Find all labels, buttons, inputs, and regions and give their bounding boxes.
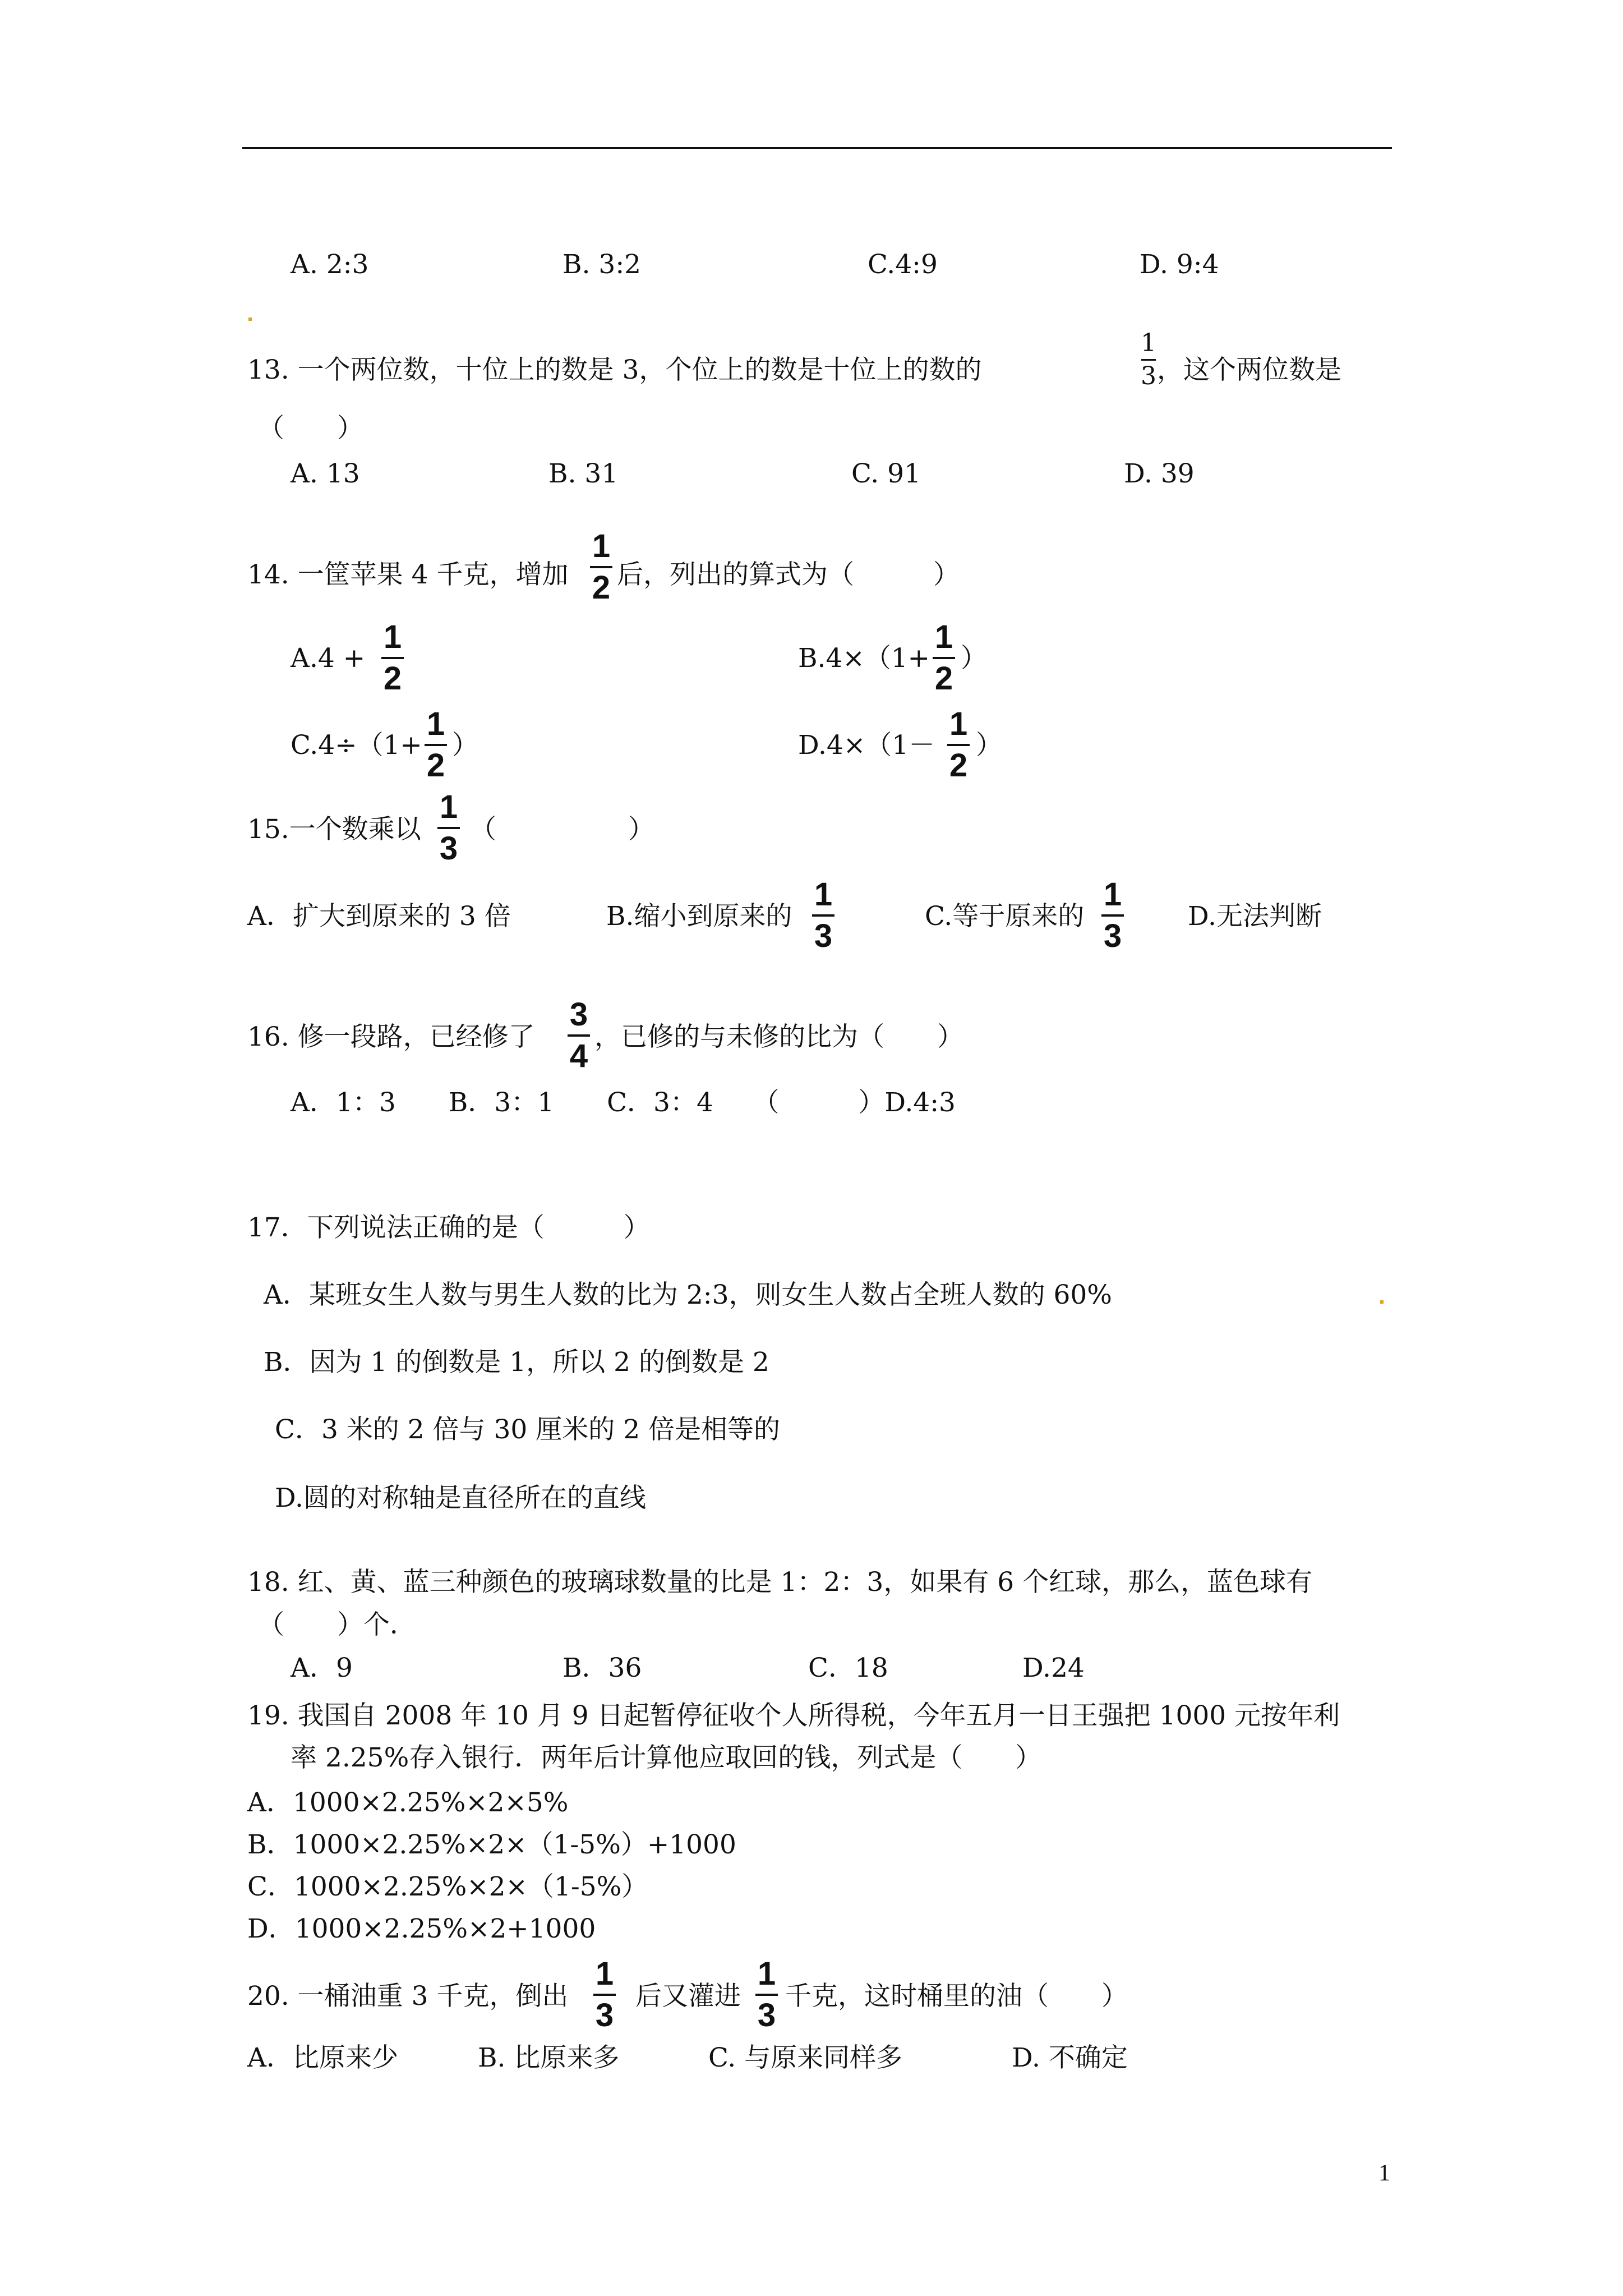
q16-stem-end: ，已修的与未修的比为（ ） <box>594 1022 963 1052</box>
scan-speck <box>248 318 252 321</box>
q18-option-d: D.24 <box>1022 1653 1085 1683</box>
q14-option-b-fraction: 1 2 <box>933 621 955 695</box>
q14-stem: 14. 一筐苹果 4 千克，增加 <box>247 559 569 590</box>
q14-option-a: A.4 + <box>291 643 366 674</box>
q20-stem: 20. 一桶油重 3 千克，倒出 <box>247 1981 569 2012</box>
q15-option-c-fraction: 1 3 <box>1101 878 1124 953</box>
q14-option-b-close: ） <box>961 643 987 674</box>
q13-stem: 13. 一个两位数，十位上的数是 3，个位上的数是十位上的数的 <box>247 355 982 385</box>
q12-option-a: A. 2:3 <box>291 249 369 280</box>
q14-stem-end: 后，列出的算式为（ ） <box>617 559 960 590</box>
q18-option-b: B．36 <box>562 1653 642 1683</box>
q13-option-a: A. 13 <box>291 458 360 489</box>
q14-fraction: 1 2 <box>590 530 612 604</box>
q13-answer-paren: （ ） <box>258 413 363 444</box>
q13-option-b: B. 31 <box>548 458 619 489</box>
q14-option-d-close: ） <box>976 730 1002 761</box>
q20-option-d: D. 不确定 <box>1012 2042 1128 2073</box>
q14-option-c-fraction: 1 2 <box>425 708 447 782</box>
q14-option-b: B.4×（1+ <box>798 643 930 674</box>
q14-option-c-close: ） <box>452 730 478 761</box>
q12-option-d: D. 9:4 <box>1140 249 1219 280</box>
q19-option-c: C．1000×2.25%×2×（1-5%） <box>247 1871 648 1902</box>
q13-option-c: C. 91 <box>851 458 921 489</box>
q15-option-b-fraction: 1 3 <box>812 878 834 953</box>
header-rule <box>242 147 1392 149</box>
q15-option-d: D.无法判断 <box>1188 901 1322 932</box>
q20-fraction-poured: 1 3 <box>593 1958 616 2032</box>
q13-stem-end: ，这个两位数是 <box>1157 355 1341 385</box>
q18-stem-cont: （ ）个． <box>258 1609 416 1640</box>
page-number: 1 <box>1378 2160 1390 2186</box>
q14-option-c: C.4÷（1+ <box>291 730 422 761</box>
q19-option-a: A．1000×2.25%×2×5% <box>247 1787 569 1818</box>
q15-stem-end: （ ） <box>470 814 654 845</box>
q20-option-a: A．比原来少 <box>247 2042 398 2073</box>
q16-options: A．1：3 B．3：1 C．3：4 （ ）D.4:3 <box>291 1087 956 1118</box>
q15-option-a: A．扩大到原来的 3 倍 <box>247 901 511 932</box>
q20-option-c: C. 与原来同样多 <box>708 2042 903 2073</box>
scan-speck <box>1380 1300 1384 1304</box>
q12-option-b: B. 3:2 <box>562 249 642 280</box>
q16-fraction: 3 4 <box>568 999 590 1073</box>
q18-option-a: A．9 <box>291 1653 353 1683</box>
q17-option-b: B．因为 1 的倒数是 1，所以 2 的倒数是 2 <box>264 1347 769 1378</box>
q17-option-d: D.圆的对称轴是直径所在的直线 <box>275 1483 646 1513</box>
q19-stem: 19. 我国自 2008 年 10 月 9 日起暂停征收个人所得税，今年五月一日王强把 1000 元按年利 <box>247 1700 1340 1731</box>
q14-option-d: D.4×（1－ <box>798 730 935 761</box>
q16-stem: 16. 修一段路，已经修了 <box>247 1022 535 1052</box>
q15-option-c: C.等于原来的 <box>925 901 1085 932</box>
q12-option-c: C.4:9 <box>868 249 938 280</box>
q14-option-a-fraction: 1 2 <box>381 621 404 695</box>
q17-option-c: C．3 米的 2 倍与 30 厘米的 2 倍是相等的 <box>275 1414 781 1445</box>
q15-stem: 15.一个数乘以 <box>247 814 421 845</box>
q13-fraction: 1 3 <box>1141 329 1156 390</box>
q19-option-d: D．1000×2.25%×2+1000 <box>247 1913 596 1944</box>
q18-option-c: C．18 <box>808 1653 888 1683</box>
q17-stem: 17．下列说法正确的是（ ） <box>247 1212 650 1243</box>
q18-stem: 18. 红、黄、蓝三种颜色的玻璃球数量的比是 1：2：3，如果有 6 个红球，那么，蓝色球有 <box>247 1567 1313 1598</box>
q19-stem-cont: 率 2.25%存入银行．两年后计算他应取回的钱，列式是（ ） <box>291 1742 1042 1773</box>
q20-option-b: B. 比原来多 <box>478 2042 620 2073</box>
q20-stem-mid: 后又灌进 <box>635 1981 741 2012</box>
q15-fraction: 1 3 <box>437 791 460 865</box>
q15-option-b: B.缩小到原来的 <box>606 901 792 932</box>
q13-option-d: D. 39 <box>1124 458 1195 489</box>
q17-option-a: A．某班女生人数与男生人数的比为 2:3，则女生人数占全班人数的 60% <box>264 1280 1112 1310</box>
q14-option-d-fraction: 1 2 <box>947 708 970 782</box>
q20-stem-end: 千克，这时桶里的油（ ） <box>785 1981 1128 2012</box>
q20-fraction-added: 1 3 <box>755 1958 778 2032</box>
q19-option-b: B．1000×2.25%×2×（1-5%）+1000 <box>247 1829 736 1860</box>
